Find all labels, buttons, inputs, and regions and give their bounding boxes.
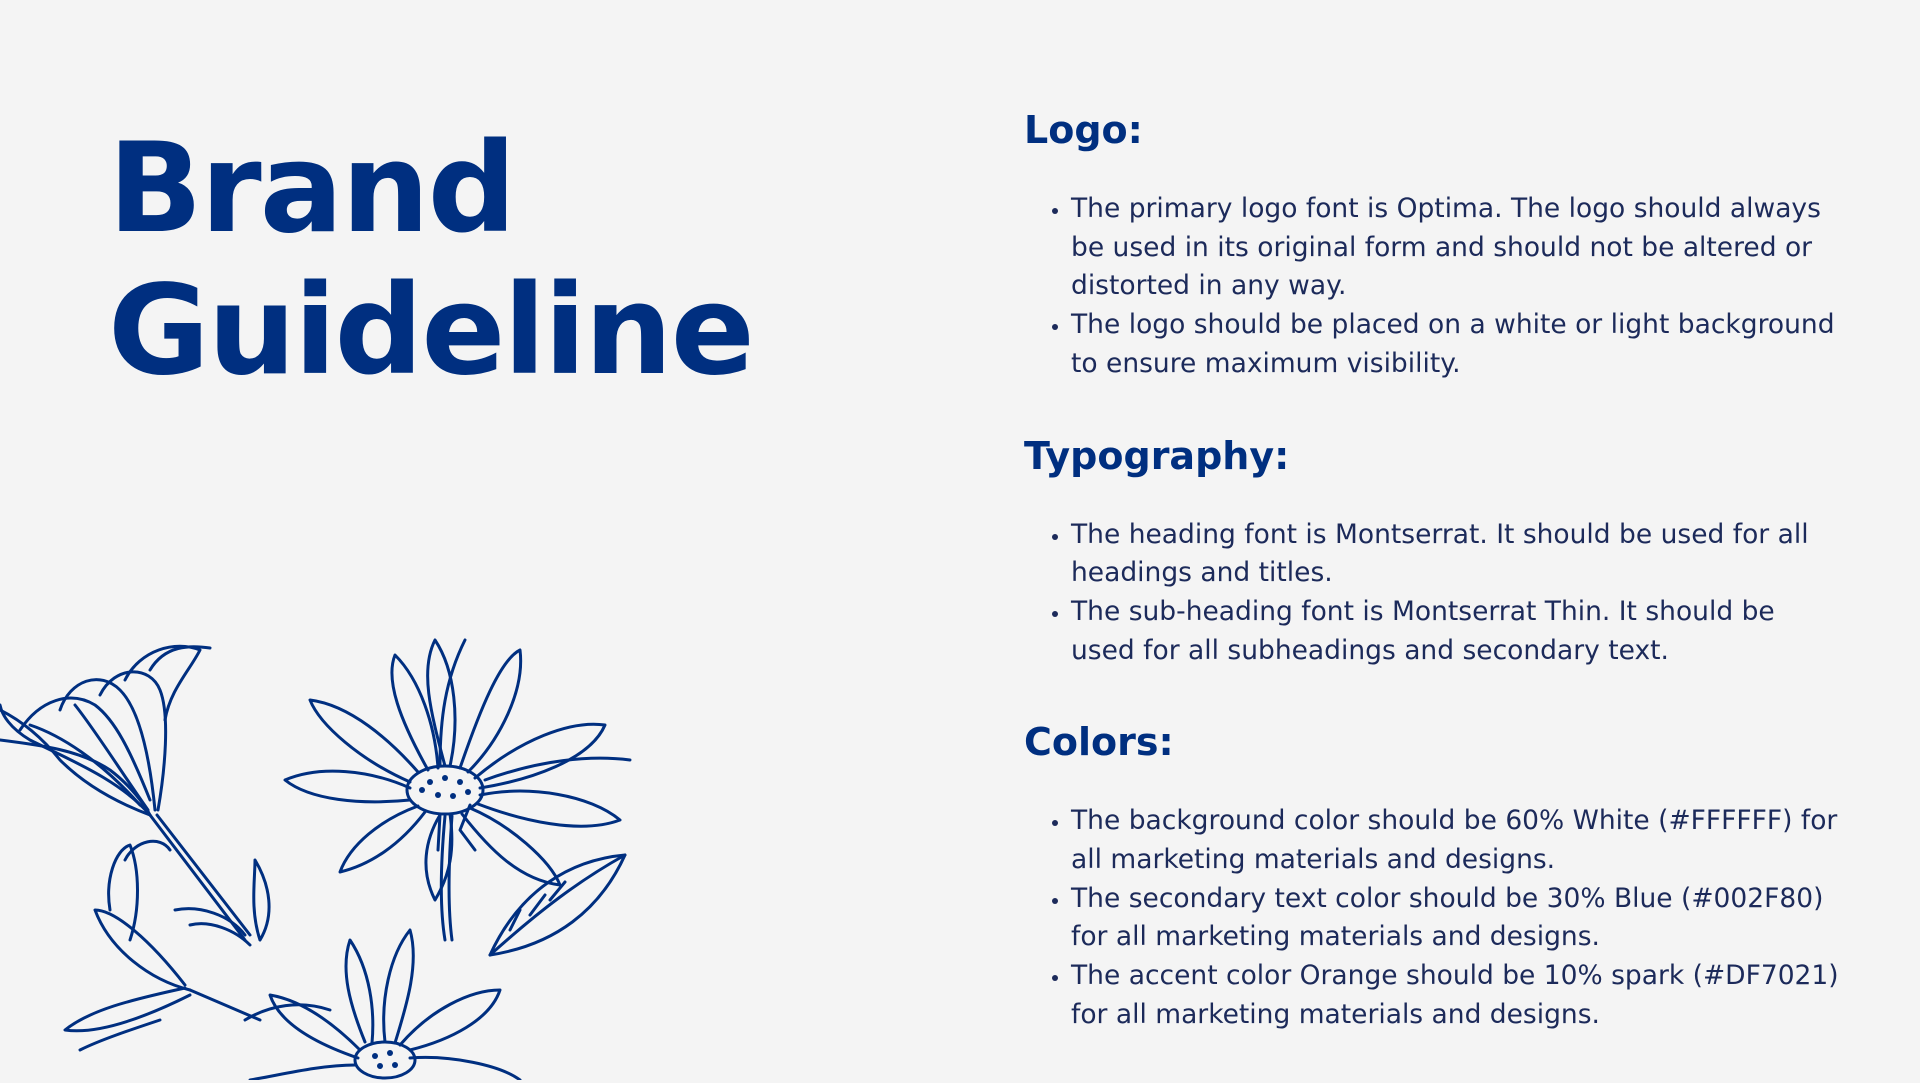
logo-bullet: • The logo should be placed on a white or light background to ensure maximum visibility. — [1071, 306, 1844, 383]
colors-section — [1024, 718, 1844, 1034]
bottom-daisy-icon — [245, 930, 520, 1080]
logo-section — [1024, 106, 1844, 384]
left-bud-icon — [0, 646, 250, 940]
flower-illustration-icon — [0, 610, 650, 1080]
colors-bullet: • The secondary text color should be 30% Blue (#002F80) for all marketing materials and designs. — [1071, 880, 1844, 957]
colors-bullet-list — [1024, 802, 1844, 1034]
typography-section — [1024, 432, 1844, 671]
lower-bud-icon — [65, 841, 260, 1050]
colors-bullet: • The background color should be 60% White (#FFFFFF) for all marketing materials and designs. — [1071, 802, 1844, 879]
typography-bullet: • The sub-heading font is Montserrat Thin. It should be used for all subheadings and secondary text. — [1071, 593, 1844, 670]
leaf-icon — [175, 855, 625, 955]
colors-bullet: • The accent color Orange should be 10% spark (#DF7021) for all marketing materials and designs. — [1071, 957, 1844, 1034]
page-title — [108, 118, 753, 402]
colors-heading: Colors: — [1024, 720, 1174, 765]
logo-heading: Logo: — [1024, 108, 1143, 152]
logo-bullet: • The primary logo font is Optima. The logo should always be used in its original form and should not be altered or distorted in any way. — [1071, 190, 1844, 306]
daisy-flower-icon — [285, 640, 630, 940]
title-line-2: Guideline — [108, 259, 753, 403]
guideline-content — [1024, 106, 1844, 1083]
typography-bullet: • The heading font is Montserrat. It should be used for all headings and titles. — [1071, 516, 1844, 593]
logo-bullet-list — [1024, 190, 1844, 384]
typography-heading: Typography: — [1024, 433, 1290, 478]
title-line-1: Brand — [108, 117, 515, 261]
typography-bullet-list — [1024, 516, 1844, 671]
